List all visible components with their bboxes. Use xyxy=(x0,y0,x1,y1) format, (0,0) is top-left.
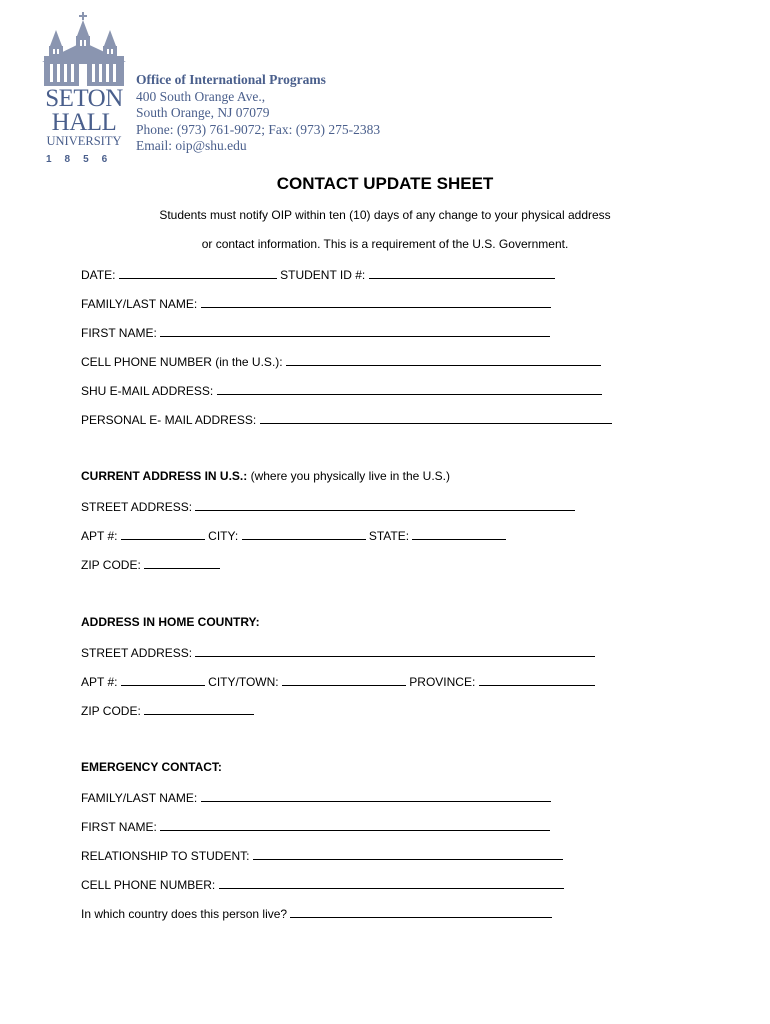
cell-phone-us-row xyxy=(81,353,601,369)
first-name-label: FIRST NAME: xyxy=(81,326,157,340)
emergency-first-name-label: FIRST NAME: xyxy=(81,820,157,834)
home-zip-field[interactable] xyxy=(144,702,254,715)
emergency-country-field[interactable] xyxy=(290,905,552,918)
home-city-label: CITY/TOWN: xyxy=(208,675,279,689)
home-zip-row xyxy=(81,702,254,718)
current-address-heading-row xyxy=(81,469,450,483)
shu-email-label: SHU E-MAIL ADDRESS: xyxy=(81,384,214,398)
emergency-family-name-row xyxy=(81,789,551,805)
current-zip-row xyxy=(81,556,220,572)
emergency-cell-phone-row xyxy=(81,876,564,892)
current-state-label: STATE: xyxy=(368,529,410,543)
shu-email-row xyxy=(81,382,602,398)
home-address-heading: ADDRESS IN HOME COUNTRY: xyxy=(81,615,260,629)
emergency-relationship-label: RELATIONSHIP TO STUDENT: xyxy=(81,849,250,863)
current-street-label: STREET ADDRESS: xyxy=(81,500,193,514)
home-apt-field[interactable] xyxy=(121,673,205,686)
office-phone: Phone: (973) 761-9072; Fax: (973) 275-2383 xyxy=(136,121,381,137)
current-apt-city-state-row xyxy=(81,527,506,543)
logo-year: 1856 xyxy=(46,154,121,165)
current-address-note: (where you physically live in the U.S.) xyxy=(250,469,450,483)
personal-email-field[interactable] xyxy=(260,411,612,424)
home-apt-city-province-row xyxy=(81,673,595,689)
emergency-country-label: In which country does this person live? xyxy=(81,907,288,921)
first-name-row xyxy=(81,324,550,340)
first-name-field[interactable] xyxy=(160,324,550,337)
date-student-id-row xyxy=(81,266,555,282)
home-province-field[interactable] xyxy=(479,673,595,686)
page-title: CONTACT UPDATE SHEET xyxy=(276,174,494,193)
cell-phone-us-field[interactable] xyxy=(286,353,601,366)
shu-email-field[interactable] xyxy=(217,382,602,395)
home-street-label: STREET ADDRESS: xyxy=(81,646,193,660)
home-zip-label: ZIP CODE: xyxy=(81,704,141,718)
personal-email-row xyxy=(81,411,612,427)
current-zip-label: ZIP CODE: xyxy=(81,558,141,572)
family-name-row xyxy=(81,295,551,311)
office-address-line2: South Orange, NJ 07079 xyxy=(136,105,270,120)
student-id-label: STUDENT ID #: xyxy=(280,268,366,282)
home-city-field[interactable] xyxy=(282,673,406,686)
emergency-country-row xyxy=(81,905,552,921)
home-apt-label: APT #: xyxy=(81,675,118,689)
emergency-family-name-field[interactable] xyxy=(201,789,551,802)
university-logo xyxy=(42,12,126,168)
home-address-heading-row xyxy=(81,615,260,629)
student-id-field[interactable] xyxy=(369,266,555,279)
logo-text-hall: HALL xyxy=(51,109,117,136)
family-name-label: FAMILY/LAST NAME: xyxy=(81,297,198,311)
emergency-relationship-row xyxy=(81,847,563,863)
logo-text-university: UNIVERSITY xyxy=(46,134,122,148)
building-icon xyxy=(42,12,126,86)
date-field[interactable] xyxy=(119,266,277,279)
office-contact-block xyxy=(136,72,380,155)
emergency-heading-row xyxy=(81,760,222,774)
current-address-heading: CURRENT ADDRESS IN U.S.: xyxy=(81,469,248,483)
office-name: Office of International Programs xyxy=(136,72,326,87)
current-apt-label: APT #: xyxy=(81,529,118,543)
emergency-first-name-row xyxy=(81,818,550,834)
emergency-family-name-label: FAMILY/LAST NAME: xyxy=(81,791,198,805)
logo-text-seton: SETON xyxy=(45,85,123,112)
current-street-row xyxy=(81,498,575,514)
cell-phone-us-label: CELL PHONE NUMBER (in the U.S.): xyxy=(81,355,283,369)
family-name-field[interactable] xyxy=(201,295,551,308)
current-city-label: CITY: xyxy=(208,529,239,543)
emergency-heading: EMERGENCY CONTACT: xyxy=(81,760,222,774)
date-label: DATE: xyxy=(81,268,116,282)
current-street-field[interactable] xyxy=(195,498,575,511)
emergency-first-name-field[interactable] xyxy=(160,818,550,831)
intro-line-1: Students must notify OIP within ten (10) days of any change to your physical address xyxy=(159,208,611,222)
current-city-field[interactable] xyxy=(242,527,366,540)
emergency-relationship-field[interactable] xyxy=(253,847,563,860)
current-state-field[interactable] xyxy=(412,527,506,540)
personal-email-label: PERSONAL E- MAIL ADDRESS: xyxy=(81,413,257,427)
current-zip-field[interactable] xyxy=(144,556,220,569)
intro-line-2: or contact information. This is a requirement of the U.S. Government. xyxy=(201,237,569,251)
office-address-line1: 400 South Orange Ave., xyxy=(136,88,266,104)
home-street-field[interactable] xyxy=(195,644,595,657)
home-province-label: PROVINCE: xyxy=(409,675,476,689)
office-email: Email: oip@shu.edu xyxy=(136,138,247,153)
emergency-cell-phone-field[interactable] xyxy=(219,876,564,889)
home-street-row xyxy=(81,644,595,660)
current-apt-field[interactable] xyxy=(121,527,205,540)
emergency-cell-phone-label: CELL PHONE NUMBER: xyxy=(81,878,216,892)
